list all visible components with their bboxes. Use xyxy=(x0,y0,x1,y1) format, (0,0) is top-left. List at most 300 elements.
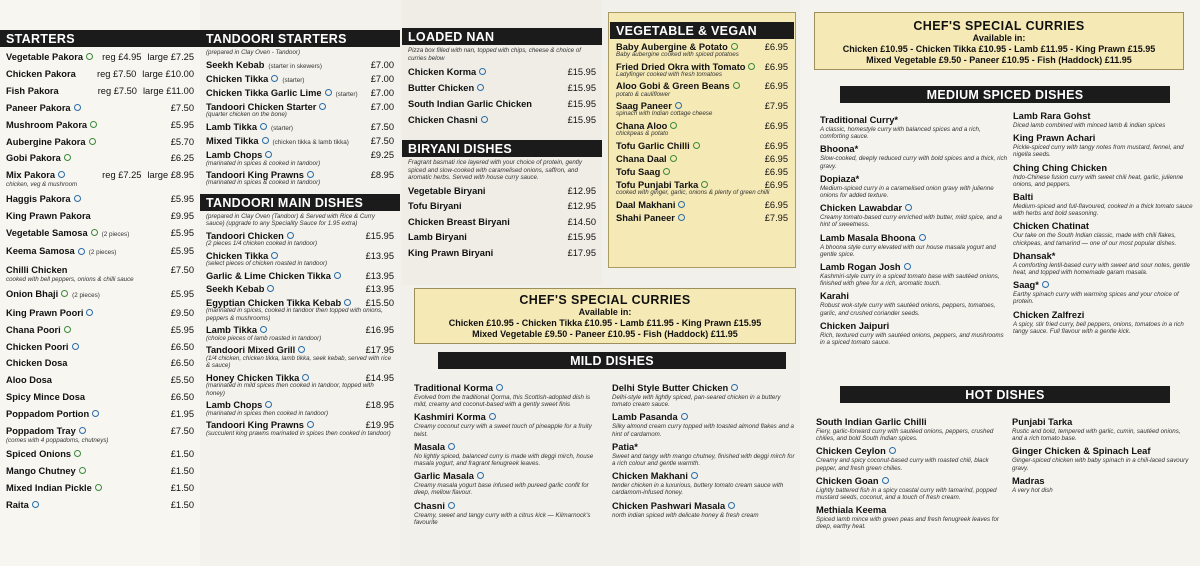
dish-description: Delhi-style with lightly spiced, pan-seared chicken in a buttery tomato cream sauce. xyxy=(612,394,781,409)
menu-item-name xyxy=(616,153,761,166)
menu-item-name-text: Mix Pakora xyxy=(6,170,56,181)
menu-item xyxy=(402,96,602,112)
dish-name xyxy=(820,114,1008,126)
menu-item-name-text: Chicken Tikka xyxy=(206,250,269,261)
menu-item-name-text: Lamb Biryani xyxy=(408,232,467,243)
dish-name-text: Chicken Goan xyxy=(816,475,879,486)
dish-name-text: Chicken Makhani xyxy=(612,471,688,482)
menu-item-note: cooked with ginger, garlic, onions & plenty of green chilli xyxy=(616,189,770,197)
price-regular: reg £7.50 xyxy=(97,85,137,96)
dish-item xyxy=(1013,191,1195,217)
menu-item-name xyxy=(6,497,167,514)
menu-item-name xyxy=(616,212,761,225)
dish-name xyxy=(612,382,798,394)
menu-item xyxy=(0,117,200,134)
menu-item xyxy=(0,134,200,151)
menu-item-price: £12.95 xyxy=(567,185,596,196)
dish-name xyxy=(1012,445,1192,457)
menu-item-name-text: Chicken Korma xyxy=(408,67,477,78)
dish-item xyxy=(414,441,604,467)
dish-name-text: Ching Ching Chicken xyxy=(1013,162,1107,173)
menu-item xyxy=(0,446,200,463)
menu-item-name xyxy=(6,208,167,225)
dish-description: Sweet and tangy with mango chutney, finished with deggi mirch for a rich colour and gentle warmth. xyxy=(612,452,795,468)
menu-item-name xyxy=(6,191,167,208)
price-large: large £8.95 xyxy=(147,170,194,181)
loaded-nan-intro: Pizza box filled with nan, topped with chips, cheese & choice of curries below xyxy=(408,47,582,62)
menu-item-name-text: Vegetable Pakora xyxy=(6,52,83,62)
nan-biryani-panel xyxy=(402,0,602,285)
tandoori-main-list xyxy=(200,230,400,438)
dish-description: No lightly spiced, balanced curry is made with deggi mirch, house masala yogurt, and fragrant fenugreek leaves. xyxy=(414,452,594,468)
menu-item-note: spinach with Indian cottage cheese xyxy=(616,110,713,118)
chefs-specials-top-box xyxy=(814,12,1184,70)
vegan-icon xyxy=(663,168,670,175)
dish-item xyxy=(414,411,604,437)
menu-item-name xyxy=(408,112,564,128)
dish-name-text: Dhansak* xyxy=(1013,250,1056,261)
dish-item xyxy=(1013,279,1195,305)
menu-item xyxy=(0,49,200,66)
dish-name xyxy=(820,320,1008,332)
menu-item-name xyxy=(6,446,167,463)
menu-item-name-text: Lamb Chops xyxy=(206,400,263,411)
menu-item xyxy=(402,64,602,80)
menu-item-price: £7.95 xyxy=(764,101,788,112)
info-icon xyxy=(298,346,305,353)
menu-item-price: £14.95 xyxy=(365,372,394,383)
menu-item-price: £13.95 xyxy=(365,284,394,295)
dish-description: Fiery, garlic-forward curry with sautéed onions, peppers, crushed chilies, and bold South Indian spices. xyxy=(816,428,994,443)
menu-item-price: £6.95 xyxy=(764,153,788,164)
menu-item xyxy=(0,150,200,167)
dish-name-text: Karahi xyxy=(820,291,849,302)
price-regular: reg £4.95 xyxy=(102,52,142,62)
menu-item-subnote: (starter in skewers) xyxy=(268,62,322,70)
chefs-specials-top-line2: Mixed Vegetable £9.50 - Paneer £10.95 - Fish (Haddock) £11.95 xyxy=(866,55,1132,65)
price-large: large £11.00 xyxy=(142,85,194,96)
dish-description: Evolved from the traditional Qorma, this Scottish-adopted dish is mild, creamy and coconut-based with a gently sweet finis xyxy=(414,394,591,409)
vegan-icon xyxy=(86,53,93,60)
dish-item xyxy=(820,173,1008,199)
menu-item-price: £1.50 xyxy=(170,500,194,511)
menu-item-name xyxy=(6,225,167,244)
dish-description: Earthy spinach curry with warming spices and your choice of protein. xyxy=(1013,291,1179,306)
menu-item-name-text: Saag Paneer xyxy=(616,101,672,112)
info-icon xyxy=(79,427,86,434)
menu-item-price: £8.95 xyxy=(370,170,394,181)
dish-name xyxy=(816,475,1006,487)
vegan-icon xyxy=(74,450,81,457)
menu-item-name xyxy=(6,480,167,497)
dish-description: Kashmiri-style curry in a spiced tomato base with sautéed onions, finished with ghee for a rich, aromatic touch. xyxy=(820,273,1000,288)
menu-item-name xyxy=(206,121,367,135)
info-icon xyxy=(678,214,685,221)
dish-name xyxy=(816,416,1006,428)
menu-item-name-text: Chicken Poori xyxy=(6,341,69,352)
info-icon xyxy=(319,103,326,110)
menu-item-name xyxy=(206,283,362,297)
menu-item xyxy=(610,153,794,166)
dish-name-text: Patia* xyxy=(612,441,638,452)
menu-item-name xyxy=(6,66,91,83)
menu-item-name xyxy=(6,150,167,167)
menu-item-price: £13.95 xyxy=(365,270,394,281)
menu-item-name xyxy=(408,246,564,262)
menu-item-name-text: Lamb Tikka xyxy=(206,325,257,336)
dish-name-text: Delhi Style Butter Chicken xyxy=(612,383,729,393)
menu-item-price: £15.95 xyxy=(365,230,394,241)
dish-name xyxy=(820,232,1008,244)
menu-item-name-text: Baby Aubergine & Potato xyxy=(616,42,728,52)
info-icon xyxy=(448,443,455,450)
menu-item-name xyxy=(6,463,167,480)
menu-item-note: (marinated in spices & cooked in tandoor) xyxy=(206,159,321,167)
menu-item-price: £13.95 xyxy=(365,250,394,261)
menu-item xyxy=(0,83,200,100)
tandoori-main-heading: TANDOORI MAIN DISHES xyxy=(200,194,400,211)
menu-item xyxy=(402,230,602,246)
menu-item xyxy=(0,339,200,356)
menu-item-price: £6.50 xyxy=(170,341,194,352)
info-icon xyxy=(889,447,896,454)
dish-name xyxy=(612,411,798,423)
dish-name xyxy=(1013,191,1195,203)
menu-item-price: £15.95 xyxy=(567,232,596,243)
menu-item xyxy=(0,480,200,497)
menu-item xyxy=(402,215,602,231)
menu-item-price: £9.95 xyxy=(170,210,194,221)
info-icon xyxy=(905,204,912,211)
menu-item-price: £1.95 xyxy=(170,409,194,420)
info-icon xyxy=(262,137,269,144)
dish-item xyxy=(612,411,798,437)
info-icon xyxy=(92,410,99,417)
menu-item-name-text: Chilli Chicken xyxy=(6,265,68,276)
tandoori-starters-intro: (prepared in Clay Oven - Tandoor) xyxy=(206,49,301,56)
dish-name xyxy=(1013,110,1195,122)
menu-item-price: £12.95 xyxy=(567,201,596,212)
menu-item xyxy=(0,389,200,406)
menu-item-name xyxy=(6,49,96,66)
menu-item xyxy=(200,283,400,297)
dish-item xyxy=(414,470,604,496)
mild-heading: MILD DISHES xyxy=(438,352,786,369)
dish-description: Rustic and bold, tempered with garlic, cumin, sautéed onions, and a rich tomato base. xyxy=(1012,428,1181,443)
menu-item-price: £5.95 xyxy=(170,324,194,335)
starters-heading: STARTERS xyxy=(0,30,200,47)
menu-item-name-text: Chicken Breast Biryani xyxy=(408,216,510,227)
info-icon xyxy=(267,285,274,292)
info-icon xyxy=(74,195,81,202)
menu-item xyxy=(0,243,200,262)
menu-item-subnote: (starter) xyxy=(282,76,305,84)
medium-heading: MEDIUM SPICED DISHES xyxy=(840,86,1170,103)
menu-item-note: (marinated in spices then cooked in tandoor) xyxy=(206,409,329,417)
menu-item-name-text: Poppadom Tray xyxy=(6,426,76,437)
menu-item-name xyxy=(408,199,564,215)
info-icon xyxy=(882,477,889,484)
info-icon xyxy=(271,252,278,259)
menu-item-price: £7.50 xyxy=(170,102,194,113)
menu-item xyxy=(0,406,200,423)
dish-name-text: Garlic Masala xyxy=(414,471,474,482)
vegan-icon xyxy=(731,43,738,50)
menu-item-name-text: Garlic & Lime Chicken Tikka xyxy=(206,270,331,281)
veg-vegan-heading: VEGETABLE & VEGAN xyxy=(610,22,794,39)
veg-vegan-list xyxy=(610,39,794,225)
menu-item-name-text: Onion Bhaji xyxy=(6,288,59,299)
dish-name xyxy=(1012,475,1192,487)
dish-name-text: Methiala Keema xyxy=(816,505,887,516)
tandoori-panel xyxy=(200,0,400,566)
dish-description: Creamy coconut curry with a sweet touch of pineapple for a fruity twist. xyxy=(414,423,592,438)
menu-item-subnote: (starter) xyxy=(335,91,358,98)
info-icon xyxy=(260,123,267,130)
menu-item xyxy=(0,322,200,339)
menu-item xyxy=(402,246,602,262)
menu-item-name-text: Spicy Mince Dosa xyxy=(6,392,86,403)
chefs-specials-title: CHEF'S SPECIAL CURRIES xyxy=(519,293,691,307)
dish-name-text: South Indian Garlic Chilli xyxy=(816,417,927,427)
dish-item xyxy=(1012,475,1192,494)
info-icon xyxy=(260,326,267,333)
dish-item xyxy=(820,202,1008,228)
dish-description: Rich, textured curry with sautéed onions, peppers, and mushrooms in a spiced tomato sauce. xyxy=(820,331,1004,347)
medium-left-column xyxy=(820,114,1008,349)
menu-item-name-text: Vegetable Biryani xyxy=(408,185,486,196)
dish-description: Silky almond cream curry topped with toasted almond flakes and a hint of cardamom. xyxy=(612,423,794,438)
dish-name xyxy=(816,504,1006,516)
menu-item-name-text: Tandoori King Prawns xyxy=(206,420,304,431)
info-icon xyxy=(307,171,314,178)
menu-item xyxy=(200,73,400,87)
dish-description: Ginger-spiced chicken with baby spinach in a chili-laced savoury gravy. xyxy=(1012,457,1189,472)
hot-left-column xyxy=(816,416,1006,534)
menu-item xyxy=(402,184,602,200)
vegan-icon xyxy=(64,154,71,161)
dish-item xyxy=(612,441,798,467)
menu-item-price: £6.50 xyxy=(170,392,194,403)
menu-item-name xyxy=(206,135,367,149)
menu-item-name-text: Aloo Dosa xyxy=(6,375,52,386)
starters-panel xyxy=(0,0,200,566)
dish-item xyxy=(1013,110,1195,129)
dish-name xyxy=(414,411,604,423)
dish-item xyxy=(612,470,798,496)
dish-name-text: King Prawn Achari xyxy=(1013,133,1096,144)
menu-item-price: £6.95 xyxy=(764,81,788,92)
dish-description: Diced lamb combined with minced lamb & indian spices xyxy=(1013,122,1166,129)
menu-item-name-text: Egyptian Chicken Tikka Kebab xyxy=(206,297,342,308)
dish-item xyxy=(1013,250,1195,276)
menu-item xyxy=(0,191,200,208)
menu-item-name xyxy=(6,406,167,423)
chefs-specials-available: Available in: xyxy=(578,307,632,317)
info-icon xyxy=(1042,281,1049,288)
dish-name xyxy=(1013,220,1195,232)
menu-item xyxy=(610,199,794,212)
dish-name-text: Lamb Pasanda xyxy=(612,412,678,423)
menu-item-note: potato & cauliflower xyxy=(616,90,670,98)
dish-name xyxy=(1013,162,1195,174)
menu-item-name-text: Poppadom Portion xyxy=(6,409,90,420)
menu-item-name xyxy=(6,100,167,117)
dish-name xyxy=(820,202,1008,214)
menu-item-name-text: Aloo Gobi & Green Beans xyxy=(616,81,730,92)
menu-item-name-text: Chicken Pakora xyxy=(6,68,76,79)
menu-item-price: £5.95 xyxy=(170,193,194,204)
dish-name-text: Punjabi Tarka xyxy=(1012,417,1073,427)
menu-item-name-text: Lamb Chops xyxy=(206,150,263,161)
dish-name xyxy=(1012,416,1192,428)
dish-name-text: Lamb Rogan Josh xyxy=(820,262,901,273)
menu-item-note: (comes with 4 poppadoms, chutneys) xyxy=(6,436,109,444)
info-icon xyxy=(477,472,484,479)
dish-name xyxy=(612,470,798,482)
menu-item-price: £15.95 xyxy=(567,67,596,78)
menu-item-subnote: (starter) xyxy=(270,124,294,132)
menu-item-price: £7.00 xyxy=(370,59,394,70)
price-large: large £7.25 xyxy=(147,52,194,62)
menu-item-name-text: Tandoori King Prawns xyxy=(206,170,304,181)
menu-item-subnote: (2 pieces) xyxy=(88,249,117,257)
dish-item xyxy=(820,143,1008,169)
dish-name xyxy=(414,500,604,512)
chefs-specials-top-available: Available in: xyxy=(972,33,1026,43)
dish-name xyxy=(1013,132,1195,144)
menu-item-name-text: King Prawn Poori xyxy=(6,307,84,318)
menu-item-name-text: Fish Pakora xyxy=(6,85,59,96)
info-icon xyxy=(32,501,39,508)
dish-item xyxy=(1013,220,1195,246)
right-panel xyxy=(800,0,1200,566)
menu-item-name xyxy=(408,184,564,200)
dish-item xyxy=(820,261,1008,287)
menu-item-name-text: Fried Dried Okra with Tomato xyxy=(616,61,746,72)
menu-item-note: (succulent king prawns marinated in spices then cooked in tandoor) xyxy=(206,429,391,437)
menu-item-name-text: Vegetable Samosa xyxy=(6,227,88,238)
info-icon xyxy=(904,263,911,270)
menu-item-name xyxy=(6,286,167,305)
dish-item xyxy=(1013,162,1195,188)
dish-item xyxy=(612,382,798,408)
menu-item xyxy=(0,208,200,225)
menu-item xyxy=(402,80,602,96)
dish-name-text: Traditional Curry* xyxy=(820,115,899,125)
dish-item xyxy=(816,445,1006,471)
menu-item-name-text: Tofu Saag xyxy=(616,166,661,177)
dish-name-text: Chicken Lawabdar xyxy=(820,203,903,214)
menu-item-note: Ladyfinger cooked with fresh tomatoes xyxy=(616,70,722,78)
chefs-specials-box xyxy=(414,288,796,344)
dish-name xyxy=(820,143,1008,155)
info-icon xyxy=(72,343,79,350)
menu-item-note: (marinated in spices & cooked in tandoor) xyxy=(206,179,321,187)
menu-item xyxy=(0,305,200,322)
dish-name-text: Traditional Korma xyxy=(414,383,494,393)
menu-item-price: £14.50 xyxy=(567,216,596,227)
vegan-icon xyxy=(64,326,71,333)
dish-item xyxy=(820,232,1008,258)
menu-item-price: £15.95 xyxy=(567,115,596,126)
dish-name xyxy=(820,173,1008,185)
tandoori-main-intro: (prepared in Clay Oven (Tandoor) & Served with Rice & Curry sauce) (upgrade to any Speciality Sauce for 1.95 extra) xyxy=(206,212,375,228)
dish-name-text: Chicken Pashwari Masala xyxy=(612,500,726,511)
dish-name-text: Lamb Masala Bhoona xyxy=(820,232,916,243)
menu-item-price: £7.00 xyxy=(370,73,394,84)
menu-item-price: £15.50 xyxy=(365,297,394,308)
menu-item-name-text: Honey Chicken Tikka xyxy=(206,372,300,383)
menu-item-name xyxy=(206,59,367,73)
info-icon xyxy=(691,472,698,479)
info-icon xyxy=(489,413,496,420)
dish-name-text: Chicken Zalfrezi xyxy=(1013,309,1085,320)
menu-item-price: £7.50 xyxy=(370,136,394,147)
menu-item xyxy=(402,199,602,215)
mild-right-column xyxy=(612,382,798,522)
info-icon xyxy=(287,232,294,239)
info-icon xyxy=(265,401,272,408)
dish-item xyxy=(820,114,1008,140)
dish-description: Creamy and spicy coconut-based curry with roasted chili, black pepper, and fresh green chilies. xyxy=(816,457,989,472)
menu-item-price: £9.25 xyxy=(370,150,394,161)
menu-item-name-text: Tofu Garlic Chilli xyxy=(616,140,690,151)
menu-item xyxy=(200,135,400,149)
info-icon xyxy=(919,234,926,241)
menu-item-name-text: King Prawn Pakora xyxy=(6,210,91,221)
vegan-icon xyxy=(701,181,708,188)
menu-item-name-text: Tandoori Chicken Starter xyxy=(206,102,317,113)
tandoori-starters-heading: TANDOORI STARTERS xyxy=(200,30,400,47)
menu-item-price: £5.95 xyxy=(170,119,194,130)
dish-name-text: Madras xyxy=(1012,475,1045,486)
info-icon xyxy=(731,384,738,391)
info-icon xyxy=(728,502,735,509)
menu-item-name-text: Chicken Tikka Garlic Lime xyxy=(206,88,322,98)
dish-name-text: Chasni xyxy=(414,500,445,511)
menu-item xyxy=(0,286,200,305)
dish-name-text: Chicken Jaipuri xyxy=(820,320,890,331)
info-icon xyxy=(58,171,65,178)
menu-item xyxy=(200,121,400,135)
menu-item-subnote: (2 pieces) xyxy=(101,230,130,238)
menu-item-name xyxy=(616,140,761,153)
menu-item xyxy=(610,166,794,179)
dish-item xyxy=(612,500,798,519)
menu-item-price: £6.95 xyxy=(764,61,788,72)
menu-item-name-text: Gobi Pakora xyxy=(6,153,61,164)
menu-item-note: (marinated in mild spices then cooked in tandoor, topped with honey) xyxy=(206,382,374,397)
vegan-icon xyxy=(670,122,677,129)
menu-item-price: £6.95 xyxy=(764,120,788,131)
menu-item-price: £17.95 xyxy=(567,247,596,258)
menu-item xyxy=(0,225,200,244)
dish-description: Indo-Chinese fusion curry with sweet chili heat, garlic, julienne onions, and peppers. xyxy=(1013,173,1184,188)
dish-name-text: Bhoona* xyxy=(820,144,859,155)
vegan-icon xyxy=(95,484,102,491)
menu-item xyxy=(200,270,400,284)
dish-name-text: Chicken Ceylon xyxy=(816,446,886,457)
dish-description: Medium-spiced and full-flavoured, cooked in a thick tomato sauce with herbs and bold seasoning. xyxy=(1013,203,1193,218)
menu-item-note: (choice pieces of lamb roasted in tandoor) xyxy=(206,334,322,342)
menu-item-price: £7.50 xyxy=(370,121,394,132)
menu-item-name xyxy=(6,322,167,339)
menu-item xyxy=(0,100,200,117)
menu-item-name-text: King Prawn Biryani xyxy=(408,247,494,258)
dish-item xyxy=(816,416,1006,442)
menu-item xyxy=(0,463,200,480)
